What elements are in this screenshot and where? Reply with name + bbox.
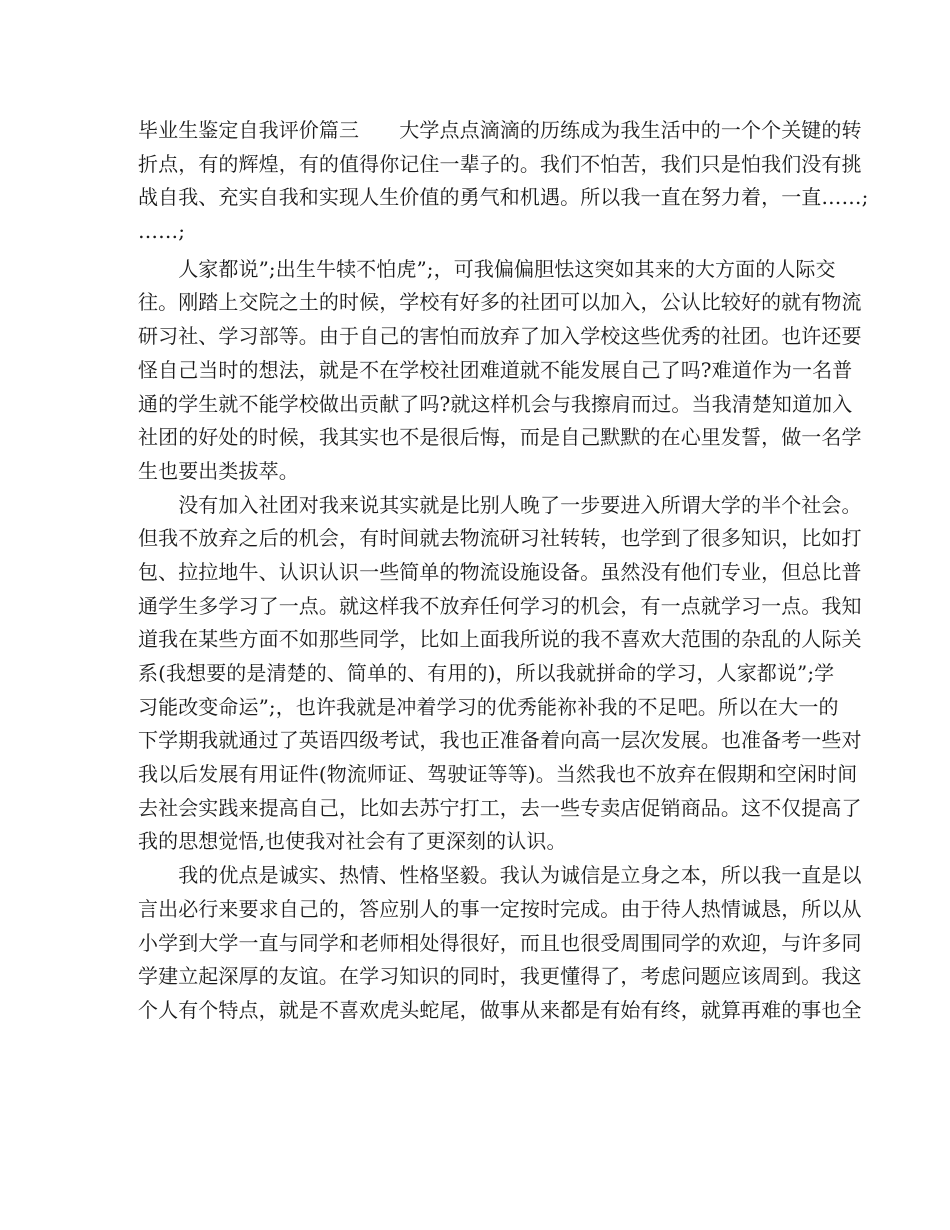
- text-line: 人家都说”;出生牛犊不怕虎”;，可我偏偏胆怯这突如其来的大方面的人际交: [138, 256, 836, 281]
- text-line: 怪自己当时的想法，就是不在学校社团难道就不能发展自己了吗?难道作为一名普: [138, 357, 853, 382]
- text-line: 折点，有的辉煌，有的值得你记住一辈子的。我们不怕苦，我们只是怕我们没有挑: [138, 151, 862, 176]
- text-line: 但我不放弃之后的机会，有时间就去物流研习社转转，也学到了很多知识，比如打: [138, 526, 862, 551]
- text-line: 往。刚踏上交院之土的时候，学校有好多的社团可以加入，公认比较好的就有物流: [138, 290, 862, 315]
- text-line: 我以后发展有用证件(物流师证、驾驶证等等)。当然我也不放弃在假期和空闲时间: [138, 762, 858, 787]
- text-line: 道我在某些方面不如那些同学，比如上面我所说的我不喜欢大范围的杂乱的人际关: [138, 627, 862, 652]
- text-line: 学建立起深厚的友谊。在学习知识的同时，我更懂得了，考虑问题应该周到。我这: [138, 964, 862, 989]
- text-line: 社团的好处的时候，我其实也不是很后悔，而是自己默默的在心里发誓，做一名学: [138, 425, 862, 450]
- text-line: 我的优点是诚实、热情、性格坚毅。我认为诚信是立身之本，所以我一直是以: [138, 863, 862, 888]
- document-body: [138, 114, 869, 1028]
- text-line: 通的学生就不能学校做出贡献了吗?就这样机会与我擦肩而过。当我清楚知道加入: [138, 391, 853, 416]
- text-line: 下学期我就通过了英语四级考试，我也正准备着向高一层次发展。也准备考一些对: [138, 728, 862, 753]
- text-line: 没有加入社团对我来说其实就是比别人晚了一步要进入所谓大学的半个社会。: [138, 492, 862, 517]
- text-line: 系(我想要的是清楚的、简单的、有用的)，所以我就拼命的学习，人家都说”;学: [138, 661, 835, 685]
- text-line: 小学到大学一直与同学和老师相处得很好，而且也很受周围同学的欢迎，与许多同: [138, 930, 862, 955]
- text-line: 战自我、充实自我和实现人生价值的勇气和机遇。所以我一直在努力着，一直……;: [138, 185, 869, 210]
- text-line: 去社会实践来提高自己，比如去苏宁打工，去一些专卖店促销商品。这不仅提高了: [138, 795, 862, 820]
- text-line: 个人有个特点，就是不喜欢虎头蛇尾，做事从来都是有始有终，就算再难的事也全: [138, 997, 862, 1022]
- text-line: 毕业生鉴定自我评价篇三 大学点点滴滴的历练成为我生活中的一个个关键的转: [138, 118, 862, 142]
- text-line: 研习社、学习部等。由于自己的害怕而放弃了加入学校这些优秀的社团。也许还要: [138, 324, 862, 349]
- text-line: 习能改变命运”;，也许我就是冲着学习的优秀能祢补我的不足吧。所以在大一的: [138, 694, 839, 719]
- text-line: 我的思想觉悟,也使我对社会有了更深刻的认识。: [138, 829, 567, 854]
- text-line: 生也要出类拔萃。: [138, 458, 299, 483]
- text-line: ……;: [138, 219, 186, 244]
- text-line: 包、拉拉地牛、认识认识一些简单的物流设施设备。虽然没有他们专业，但总比普: [138, 559, 862, 584]
- text-line: 言出必行来要求自己的，答应别人的事一定按时完成。由于待人热情诚恳，所以从: [138, 896, 862, 921]
- text-line: 通学生多学习了一点。就这样我不放弃任何学习的机会，有一点就学习一点。我知: [138, 593, 862, 618]
